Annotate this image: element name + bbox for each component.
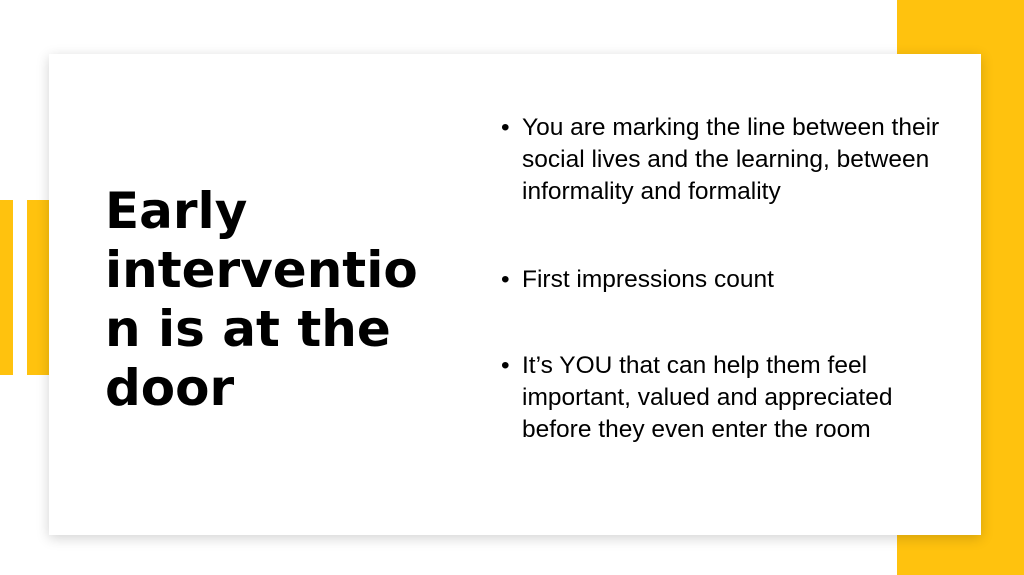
slide-card: [49, 54, 981, 535]
bullet-dot-icon: •: [501, 114, 510, 141]
bullet-text: You are marking the line between their social lives and the learning, between informality and formality: [522, 114, 940, 205]
bullet-dot-icon: •: [501, 352, 510, 379]
slide-title: Early intervention is at the door: [105, 182, 418, 417]
bullet-item: [501, 264, 951, 296]
bullet-item: [501, 350, 951, 446]
accent-bar-left-wide: [27, 200, 49, 375]
accent-bar-left-thin: [0, 200, 13, 375]
bullet-text: It’s YOU that can help them feel important, valued and appreciated before they even enter the room: [522, 352, 893, 443]
bullet-dot-icon: •: [501, 266, 510, 293]
bullet-text: First impressions count: [522, 266, 774, 293]
bullet-list: [501, 112, 951, 446]
bullet-item: [501, 112, 951, 208]
